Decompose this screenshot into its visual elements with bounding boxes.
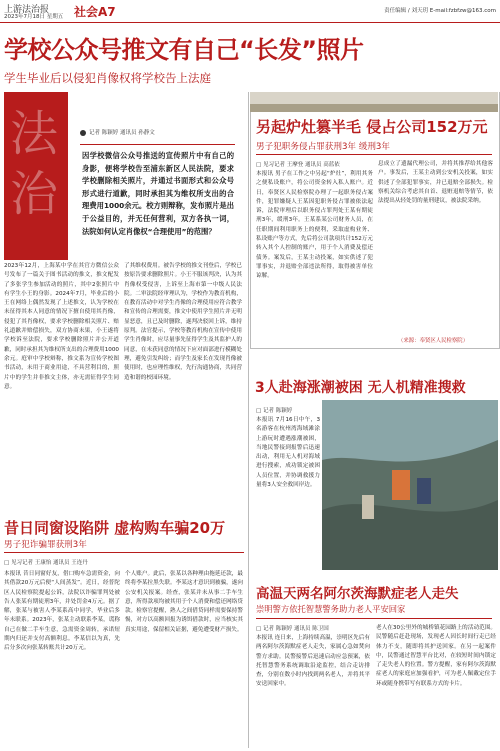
divider bbox=[4, 552, 244, 553]
rescue-photo bbox=[322, 400, 498, 570]
fire-signature: （来源：奉贤区人民检察院） bbox=[398, 338, 469, 344]
main-byline: 记者 陈颖婷 通讯员 孙静文 bbox=[80, 128, 155, 136]
main-lead-paragraph: 因学校微信公众号推送的宣传照片中有自己的身影，便将学校告至浦东新区人民法院，要求学校删除相关照片，并通过书面形式和公众号形式进行道歉，同时承担其为维权所支出的合理费用1000余元。校方则辩称，发布照片是出于公益目的，并无任何营利，双方各执一词，法院如何认定肖像权“合理使用”的范围？ bbox=[82, 150, 234, 238]
fire-body-left: 本报讯 男子在工作之中另起“炉灶”，利用其务之便私设账户，将公司资金转入私人账户。近日，奉贤区人民检察院办理了一起职务侵占案件，犯罪嫌疑人王某因犯职务侵占罪被依法起诉，法院审理后以职务侵占罪判处王某有期徒刑3年，缓刑3年。王某系某公司财务人员，在任职期间利用职务上的便利，采取虚构业务、私设账户等方式，先后将公司款项共计152万元转入其个人控制的账户，用于个人消费及偿还债务。案发后，王某主动投案，如实供述了犯罪事实，并退赔全部违法所得，取得被害单位谅解。 bbox=[256, 171, 373, 280]
main-headline: 学校公众号推文有自己“长发”照片 bbox=[4, 36, 364, 64]
elderly-byline: □ 记者 陈颖婷 通讯员 陈卫国 bbox=[256, 626, 329, 632]
section-label: 社会A7 bbox=[74, 5, 116, 19]
scam-headline: 昔日同窗设陷阱 虚构购车骗20万 bbox=[4, 519, 226, 537]
scam-body-col2: 个人账户。此后，张某以各种理由拖延还款，最终将李某拉黑失联。李某这才意识到被骗，遂向公安机关报案。经查，张某并未从事二手车生意，所得款项均被其用于个人消费和偿还网络贷款。检察官提醒，熟人之间借贷同样需要保持警惕，对方以高额回报为诱饵借款时，应当核实其真实用途，保留相关证据，避免遭受财产损失。 bbox=[125, 571, 243, 633]
divider bbox=[256, 618, 492, 619]
issue-date: 2023年7月18日 星期五 bbox=[4, 14, 64, 20]
decorative-red-block: 法 治 bbox=[4, 92, 68, 260]
divider bbox=[256, 154, 492, 155]
column-divider bbox=[248, 92, 249, 748]
fire-body-right: 息成立了遗漏代理公司，并将其推荐给其他客户。事发后，王某主动到公安机关投案，如实供述了全部犯罪事实，并已退赔全部损失。检察机关综合考虑其自首、退赃退赔等情节，依法提出从轻处罚的量刑建议，被法院采纳。 bbox=[378, 161, 493, 205]
elderly-subheadline: 崇明警方依托智慧警务助力老人平安回家 bbox=[256, 604, 406, 614]
elderly-body-col1: 本报讯 连日来，上海持续高温，崇明区先后有两名阿尔茨海默症老人走失，家属心急如焚向警方求助。民警接警后迅速启动应急预案，依托智慧警务系统调取沿途监控，结合走访排查，分别在数小时内找到两名老人，并将其平安送回家中。 bbox=[256, 635, 370, 688]
flood-body: 本报讯 7月16日中午，3名游客在杭州湾海域滩涂上游玩时遭遇涨潮被困，当地民警接到报警后迅速出动，利用无人机对海域进行搜索，成功锁定被困人员位置，并协调救援力量将3人安全救回岸边。 bbox=[256, 417, 320, 489]
scam-subheadline: 男子犯诈骗罪获刑3年 bbox=[4, 540, 87, 550]
story-photo-strip bbox=[250, 92, 498, 112]
main-body-col1: 2023年12月，上海某中学在其官方微信公众号发布了一篇关于图书活动的推文，推文配发了多张学生参加活动的照片，其中2张照片中有学生小王的身影。2024年7月，毕业后的小王在网络上偶然发现了上述推文，认为学校在未征得其本人同意的情况下擅自使用其肖像，侵犯了其肖像权，要求学校删除相关照片、赔礼道歉并赔偿损失，双方协商未果，小王遂将学校诉至法院，要求学校删除照片并公开道歉，同时承担其为维权所支出的合理费用1000余元。庭审中学校辩称，推文系为宣传学校图书活动，未用于商业用途，不具营利目的，照片中的学生并非推文主体，亦无需征得学生同意。 bbox=[4, 263, 119, 390]
main-body-col2: 了其维权费用。被告学校的推文刊登后，学校已按原告要求删除照片。小王不服该判决，认为其肖像权受侵害，上诉至上海市第一中级人民法院。二审法院经审理认为，学校作为教育机构，在教育活动中对学生肖像的合理使用应符合教学和宣传的合理需要，推文中使用学生照片并无明显恶意，且已及时删除，遂判决驳回上诉，维持原判。法官提示，学校等教育机构在宣传中使用学生肖像时，应尽量事先征得学生及其监护人的同意，在未获同意的情况下应对面部进行模糊处理，避免引发纠纷；而学生及家长在发现肖像被使用时，也应理性维权，先行沟通协商，共同营造和谐的校园环境。 bbox=[124, 263, 242, 381]
elderly-headline: 高温天两名阿尔茨海默症老人走失 bbox=[256, 586, 459, 602]
scam-body-col1: 本报讯 昔日同窗好友，借口购车急需资金，向其借款20万元后便“人间蒸发”。近日，经普陀区人民检察院提起公诉，法院以诈骗罪判处被告人张某有期徒刑3年，并处罚金4万元。据了解，张某与被害人李某系高中同学，毕业后多年未联系。2023年，张某主动联系李某，谎称自己在做二手车生意，急需资金周转，承诺短期内归还并支付高额利息。李某信以为真，先后分多次向张某转账共计20万元。 bbox=[4, 571, 120, 652]
page-header bbox=[0, 0, 500, 23]
main-subheadline: 学生毕业后以侵犯肖像权将学校告上法庭 bbox=[4, 71, 211, 85]
elderly-body-col2: 老人在30公里外的城桥镇花园路上的活动范围。民警随后赶赴现场，发现老人因长时间行走已经体力不支，随即将其护送回家。在另一起案件中，民警通过智慧平台比对，在较短时间内锁定了走失老人的位置。警方提醒，家有阿尔茨海默症老人的家庭应加强看护，可为老人佩戴定位手环或随身携带写有联系方式的卡片。 bbox=[376, 625, 496, 687]
scam-byline: □ 见习记者 王康怡 通讯员 王连丹 bbox=[4, 560, 88, 566]
editor-info: 责任编辑 / 刘天玥 E-mail:fzbfzw@163.com bbox=[384, 8, 496, 14]
flood-headline: 3人赴海涨潮被困 无人机精准搜救 bbox=[255, 380, 466, 396]
flood-byline: □ 记者 陈颖婷 bbox=[256, 408, 293, 414]
fire-subheadline: 男子犯职务侵占罪获刑3年 缓刑3年 bbox=[256, 142, 390, 152]
fire-byline: □ 见习记者 王摩登 通讯员 高蓝依 bbox=[256, 162, 340, 168]
paper-name: 上游法治报 bbox=[4, 5, 50, 15]
fire-headline: 另起炉灶篡半毛 侵占公司152万元 bbox=[256, 118, 488, 136]
